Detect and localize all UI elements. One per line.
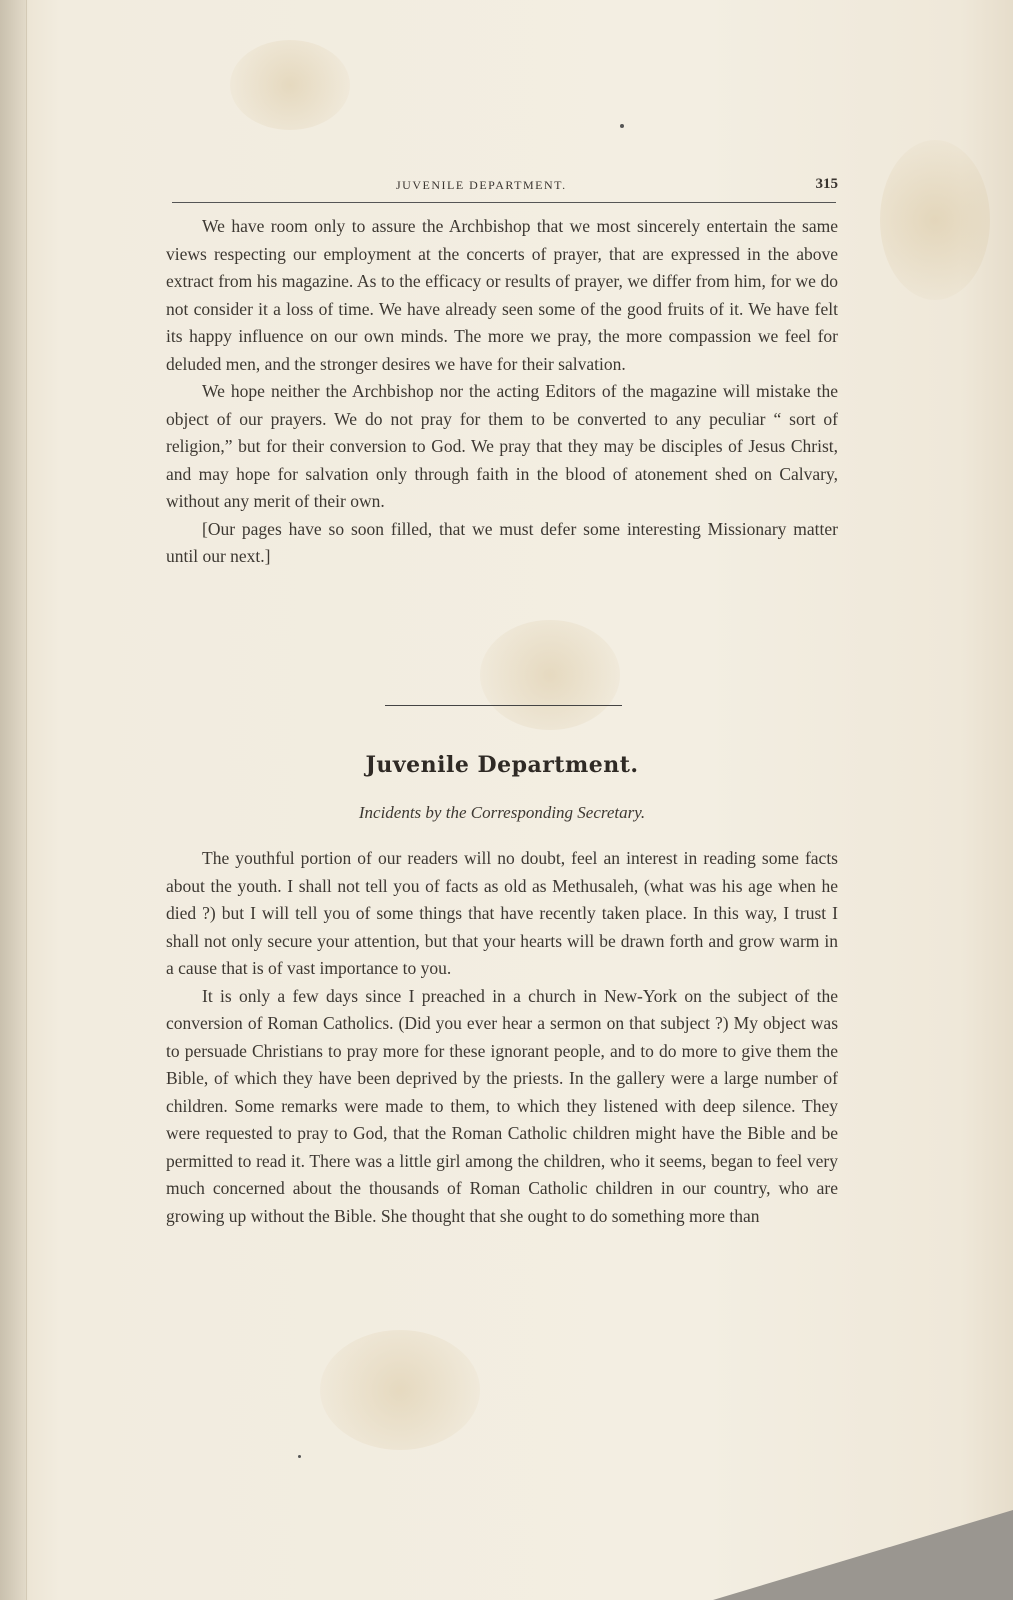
editorial-note: [Our pages have so soon filled, that we must defer some interesting Missionary matter until our next.] <box>166 518 838 566</box>
page-number: 315 <box>815 176 838 192</box>
running-head <box>170 176 838 196</box>
section-text <box>166 845 838 1230</box>
running-head-title: JUVENILE DEPARTMENT. <box>396 178 567 192</box>
ink-speck <box>298 1455 301 1458</box>
paper-stain <box>320 1330 480 1450</box>
ink-speck <box>620 124 624 128</box>
folded-corner <box>713 1510 1013 1600</box>
paragraph: It is only a few days since I preached in a church in New-York on the subject of the conversion of Roman Catholics. (Did you ever hear a sermon on that subject ?) My object was to persuade Christians to pray more for these ignorant people, and to do more to give them the Bible, of which they have been deprived by the priests. In the gallery were a large number of children. Some remarks were made to them, to which they listened with deep silence. They were requested to pray to God, that the Roman Catholic children might have the Bible and be permitted to read it. There was a little girl among the children, who it seems, began to feel very much concerned about the thousands of Roman Catholic children in our country, who are growing up without the Bible. She thought that she ought to do something more than <box>166 985 838 1226</box>
section-divider <box>385 705 622 706</box>
paragraph: We have room only to assure the Archbishop that we most sincerely entertain the same views respecting our employment at the concerts of prayer, that are expressed in the above extract from his magazine. As to the efficacy or results of prayer, we differ from him, for we do not consider it a loss of time. We have already seen some of the good fruits of it. We have felt its happy influence on our own minds. The more we pray, the more compassion we feel for deluded men, and the stronger desires we have for their salvation. <box>166 216 838 374</box>
continuation-text <box>166 213 838 571</box>
header-rule <box>172 202 836 203</box>
paper-stain <box>880 140 990 300</box>
paper-stain <box>230 40 350 130</box>
section-title: Juvenile Department. <box>365 752 639 778</box>
section-subtitle: Incidents by the Corresponding Secretary. <box>358 803 646 822</box>
paper-stain <box>480 620 620 730</box>
paragraph: We hope neither the Archbishop nor the acting Editors of the magazine will mistake the object of our prayers. We do not pray for them to be converted to any peculiar “ sort of religion,” but for their conversion to God. We pray that they may be disciples of Jesus Christ, and may hope for salvation only through faith in the blood of atonement shed on Calvary, without any merit of their own. <box>166 381 838 511</box>
binding-gutter <box>0 0 27 1600</box>
paragraph: The youthful portion of our readers will no doubt, feel an interest in reading some facts about the youth. I shall not tell you of facts as old as Methusaleh, (what was his age when he died ?) but I will tell you of some things that have recently taken place. In this way, I trust I shall not only secure your attention, but that your hearts will be drawn forth and grow warm in a cause that is of vast importance to you. <box>166 848 838 978</box>
